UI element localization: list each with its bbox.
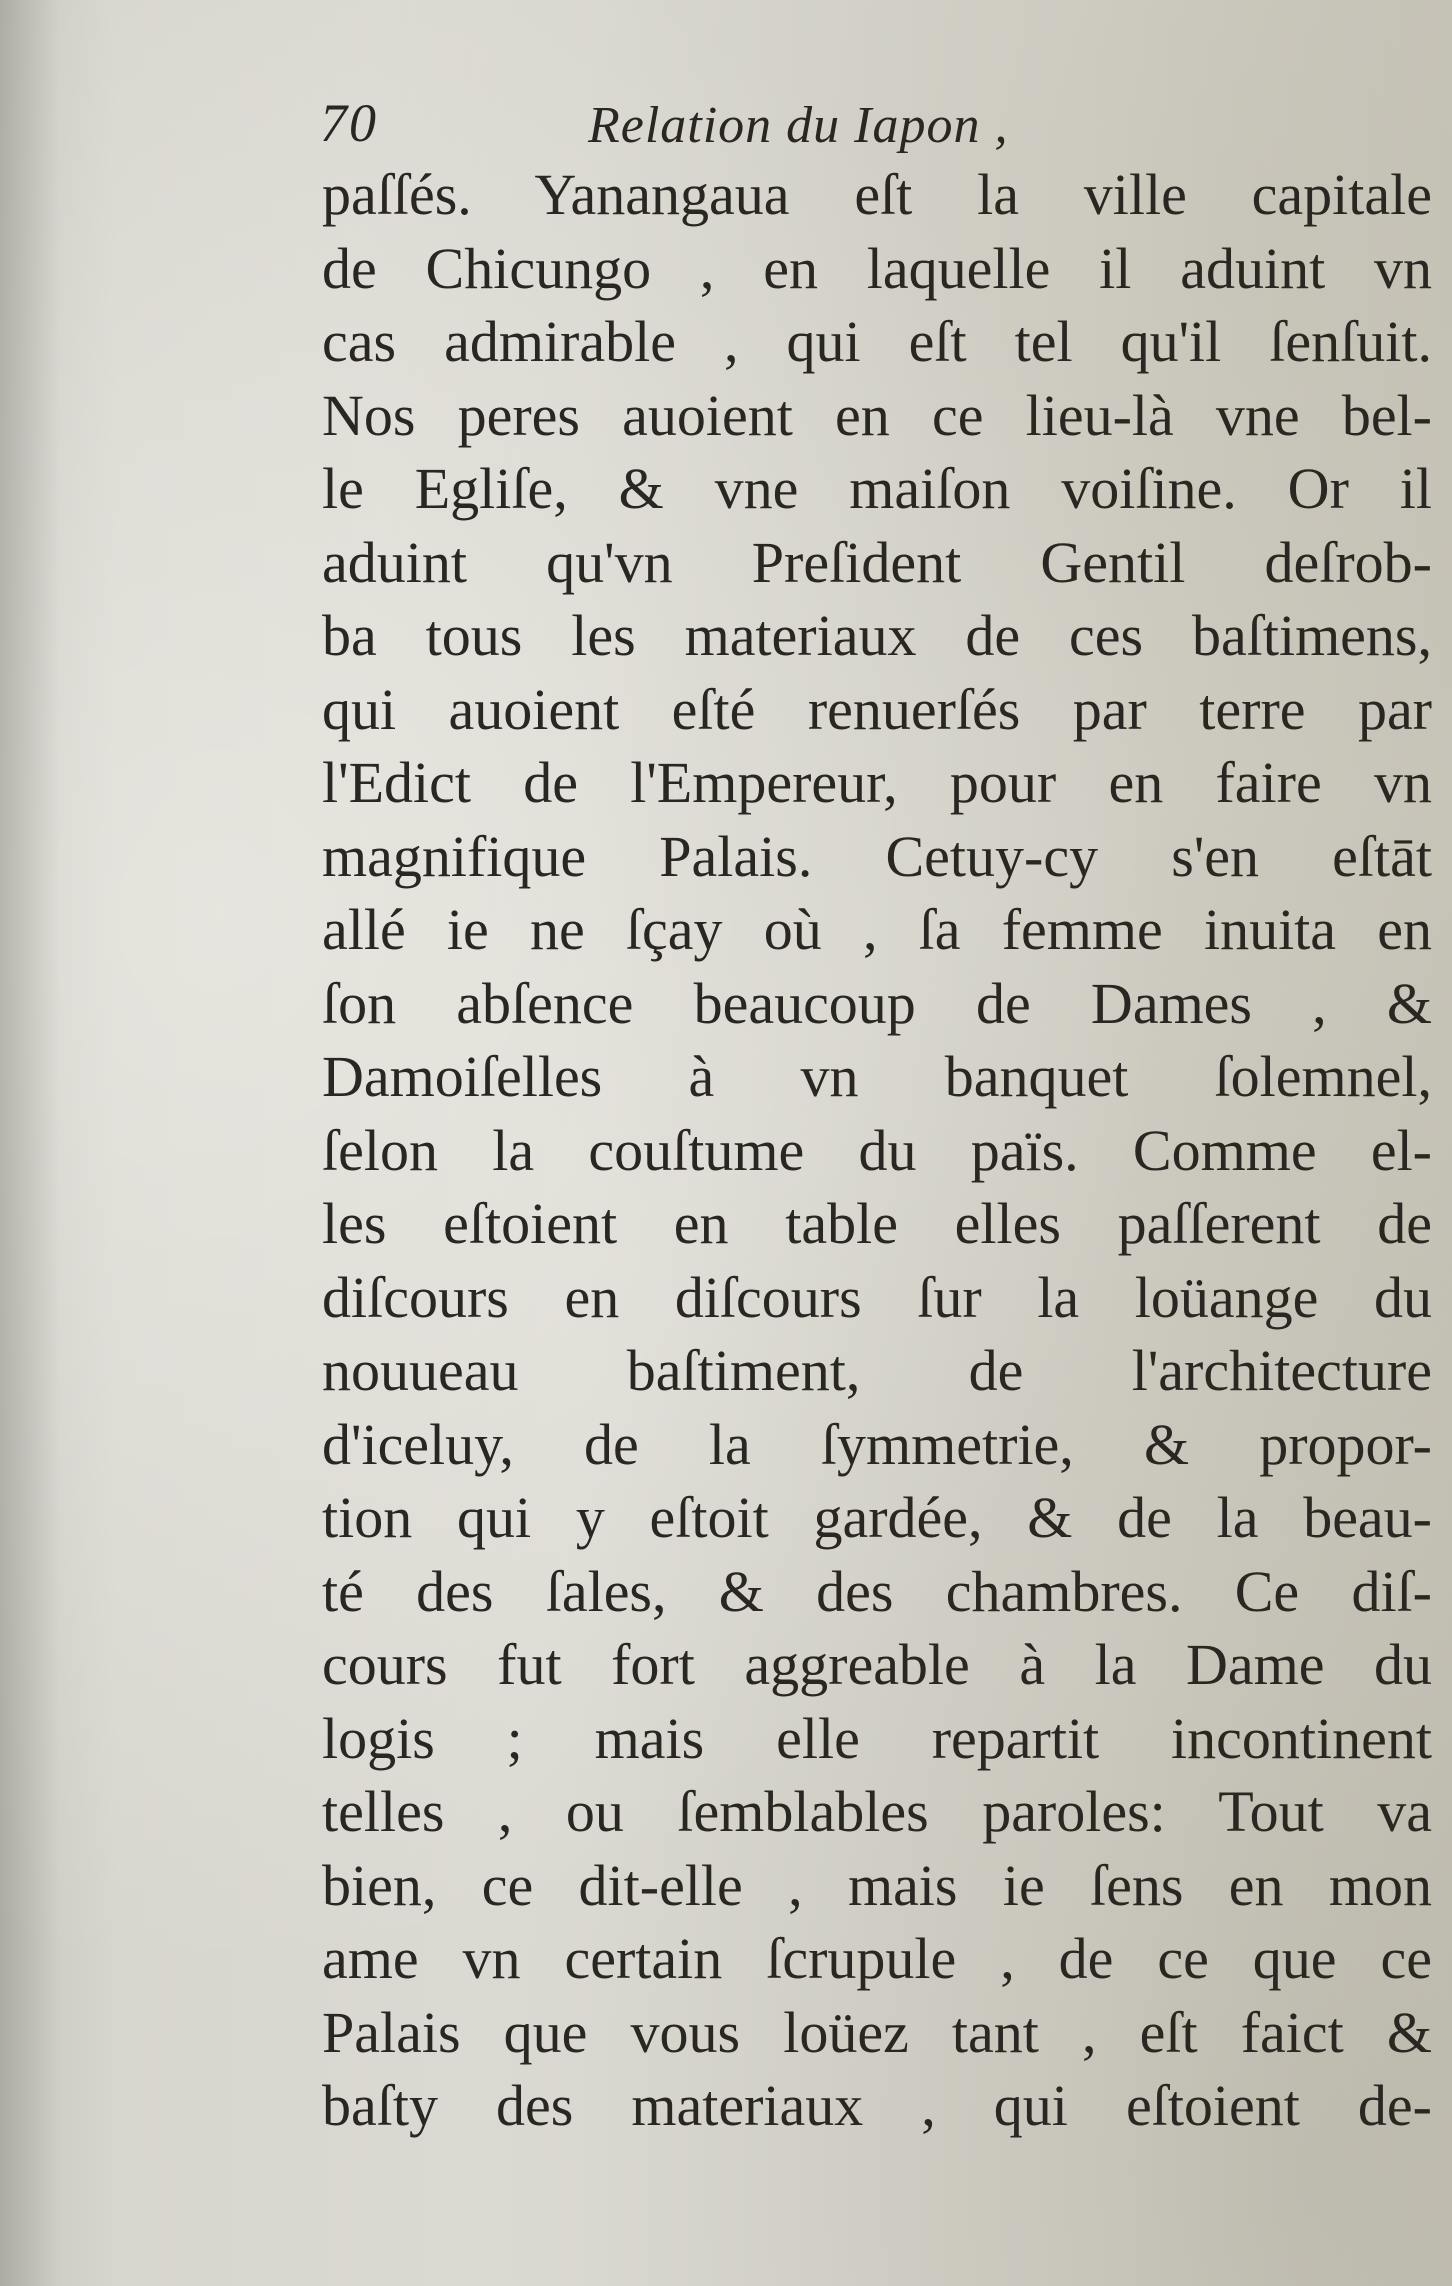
text-line: le Egliſe, & vne maiſon voiſine. Or il bbox=[322, 456, 1432, 521]
text-line: qui auoient eſté renuerſés par terre par bbox=[322, 676, 1432, 742]
page-gutter-shadow bbox=[0, 0, 60, 2286]
text-line: de Chicungo , en laquelle il aduint vn bbox=[322, 235, 1432, 301]
running-title: Relation du Iapon , bbox=[588, 97, 1009, 154]
text-line: l'Edict de l'Empereur, pour en faire vn bbox=[322, 750, 1432, 815]
text-line: ſelon la couſtume du païs. Comme el- bbox=[322, 1117, 1432, 1183]
running-head bbox=[320, 92, 1430, 162]
text-line: cas admirable , qui eſt tel qu'il ſenſuit. bbox=[322, 309, 1432, 374]
text-line: les eſtoient en table elles paſſerent de bbox=[322, 1191, 1432, 1256]
text-line: ſon abſence beaucoup de Dames , & bbox=[322, 970, 1432, 1036]
text-line: ba tous les materiaux de ces baſtimens, bbox=[322, 603, 1432, 668]
text-line: Damoiſelles à vn banquet ſolemnel, bbox=[322, 1044, 1432, 1109]
text-line: logis ; mais elle repartit incontinent bbox=[322, 1705, 1432, 1771]
text-line: aduint qu'vn Preſident Gentil deſrob- bbox=[322, 529, 1432, 595]
text-line: telles , ou ſemblables paroles: Tout va bbox=[322, 1779, 1432, 1844]
text-line: baſty des materiaux , qui eſtoient de- bbox=[322, 2073, 1432, 2138]
text-line: Palais que vous loüez tant , eſt faict & bbox=[322, 1999, 1432, 2065]
text-line: paſſés. Yanangaua eſt la ville capitale bbox=[322, 162, 1432, 227]
text-line: ame vn certain ſcrupule , de ce que ce bbox=[322, 1926, 1432, 1991]
text-line: d'iceluy, de la ſymmetrie, & propor- bbox=[322, 1411, 1432, 1477]
text-line: té des ſales, & des chambres. Ce diſ- bbox=[322, 1558, 1432, 1624]
text-line: magnifique Palais. Cetuy-cy s'en eſtāt bbox=[322, 823, 1432, 889]
page-number: 70 bbox=[320, 93, 378, 153]
body-text bbox=[322, 158, 1432, 2143]
text-line: bien, ce dit-elle , mais ie ſens en mon bbox=[322, 1852, 1432, 1918]
text-line: tion qui y eſtoit gardée, & de la beau- bbox=[322, 1485, 1432, 1550]
text-line: Nos peres auoient en ce lieu-là vne bel- bbox=[322, 382, 1432, 448]
text-line: cours fut fort aggreable à la Dame du bbox=[322, 1632, 1432, 1697]
text-line: diſcours en diſcours ſur la loüange du bbox=[322, 1264, 1432, 1330]
text-line: allé ie ne ſçay où , ſa femme inuita en bbox=[322, 897, 1432, 962]
text-line: nouueau baſtiment, de l'architecture bbox=[322, 1338, 1432, 1403]
